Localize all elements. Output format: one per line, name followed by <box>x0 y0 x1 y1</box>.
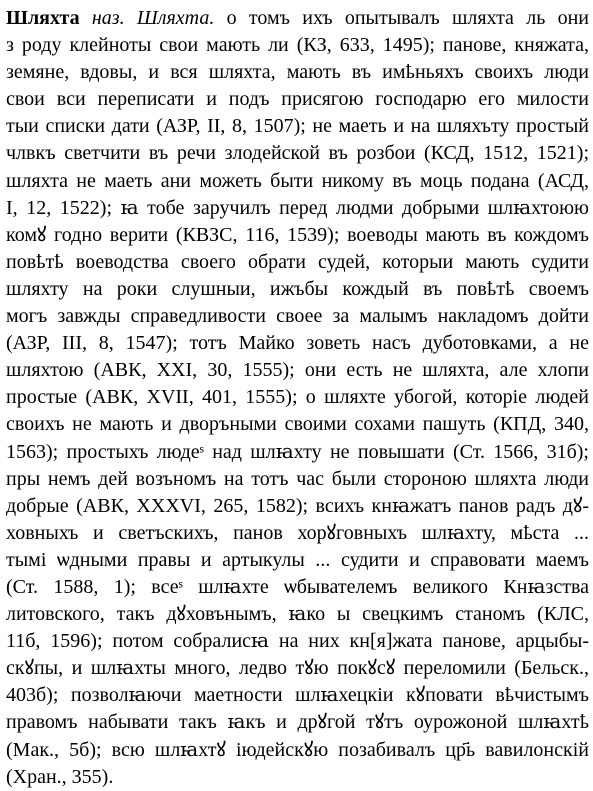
dictionary-entry <box>6 5 589 791</box>
entry-line-22: (Ст. 1588, 1); всеˢ шлꙗхте ѡбывателемъ великого Кнꙗзства <box>6 575 589 598</box>
entry-line-18: пры немъ дей возъномъ на тотъ час были стороною шляхта люди <box>6 467 589 490</box>
entry-line-11: шляхту на роки слушныи, ижъбы кождый въ повҍтҍ своемъ <box>6 277 589 300</box>
entry-line-27: правомъ набывати такъ ꙗкъ и дрꙋгой тꙋтъ оурожоной шлꙗхтҍ <box>6 711 589 734</box>
entry-line-19: добрые (АВК, XXXVI, 265, 1582); всихъ кнꙗжатъ панов радъ дꙋ- <box>6 494 589 517</box>
entry-line-13: (АЗР, III, 8, 1547); тотъ Майко зоветь насъ дуботовками, а не <box>6 332 589 355</box>
entry-line-9: комꙋ годно верити (КВЗС, 116, 1539); воеводы мають въ кождомъ <box>6 223 589 246</box>
entry-line-14: шляхтою (АВК, XXI, 30, 1555); они есть не шляхта, але хлопи <box>6 359 589 382</box>
entry-line-20: ховныхъ и светъскихъ, панов хорꙋговныхъ шлꙗхту, мҍста ... <box>6 521 589 544</box>
entry-line-7: шляхта не маеть ани можеть быти никому въ моць подана (АСД, <box>6 169 589 192</box>
entry-line-25: скꙋпы, и шлꙗхты много, ледво тꙋю покꙋсꙋ переломили (Бельск., <box>6 657 589 680</box>
entry-line-15: простые (АВК, XVII, 401, 1555); о шляхте убогой, которіе людей <box>6 386 589 409</box>
entry-line-29: (Хран., 355). <box>6 765 114 788</box>
entry-line-24: 11б, 1596); потом собралисꙗ на них кн[я]жата панове, арцыбы- <box>6 630 589 653</box>
entry-line-1 <box>6 5 589 32</box>
entry-line-3: земяне, вдовы, и вся шляхта, мають въ имҍньяхъ своихъ люди <box>6 61 589 84</box>
headword: Шляхта <box>6 7 80 29</box>
entry-line-5: тыи списки дати (АЗР, II, 8, 1507); не маеть и на шляхъту простый <box>6 115 589 138</box>
entry-line-6: члвкъ светчити въ речи злодейской въ розбои (КСД, 1512, 1521); <box>6 142 589 165</box>
entry-line-28: (Мак., 5б); всю шлꙗхтꙋ іюдейскꙋю позабивалъ цр҃ь вавилонскій <box>6 738 589 761</box>
entry-line-26: 403б); позволꙗючи маетности шлꙗхецкіи кꙋповати вҍчистымъ <box>6 684 589 707</box>
entry-line-10: повҍтҍ воеводства своего обрати судей, которыи мають судити <box>6 250 589 273</box>
entry-line-16: своихъ не мають и дворъными своими сохами пашуть (КПД, 340, <box>6 413 589 436</box>
entry-line-21: тымі ѡдными правы и артыкулы ... судити и справовати маемъ <box>6 548 589 571</box>
entry-line-2: з роду клейноты свои мають ли (КЗ, 633, 1495); панове, княжата, <box>6 34 589 57</box>
entry-line-17: 1563); простыхъ людеˢ над шлꙗхту не повышати (Ст. 1566, 31б); <box>6 440 589 463</box>
entry-line-8: I, 12, 1522); ꙗ тобе заручилъ перед людми добрыми шлꙗхтоюю <box>6 196 589 219</box>
entry-line-4: свои вси переписати и подъ присягою господарю его милости <box>6 88 589 111</box>
entry-line-12: могъ завжды справедливости своее за малымъ накладомъ дойти <box>6 305 589 328</box>
grammar-note: наз. Шляхта. <box>91 7 215 29</box>
entry-line-23: литовского, такъ дꙋховънымъ, ꙗко ы свецкимъ станомъ (КЛС, <box>6 603 589 626</box>
line-text: о томъ ихъ опытывалъ шляхта ль они <box>214 7 590 29</box>
